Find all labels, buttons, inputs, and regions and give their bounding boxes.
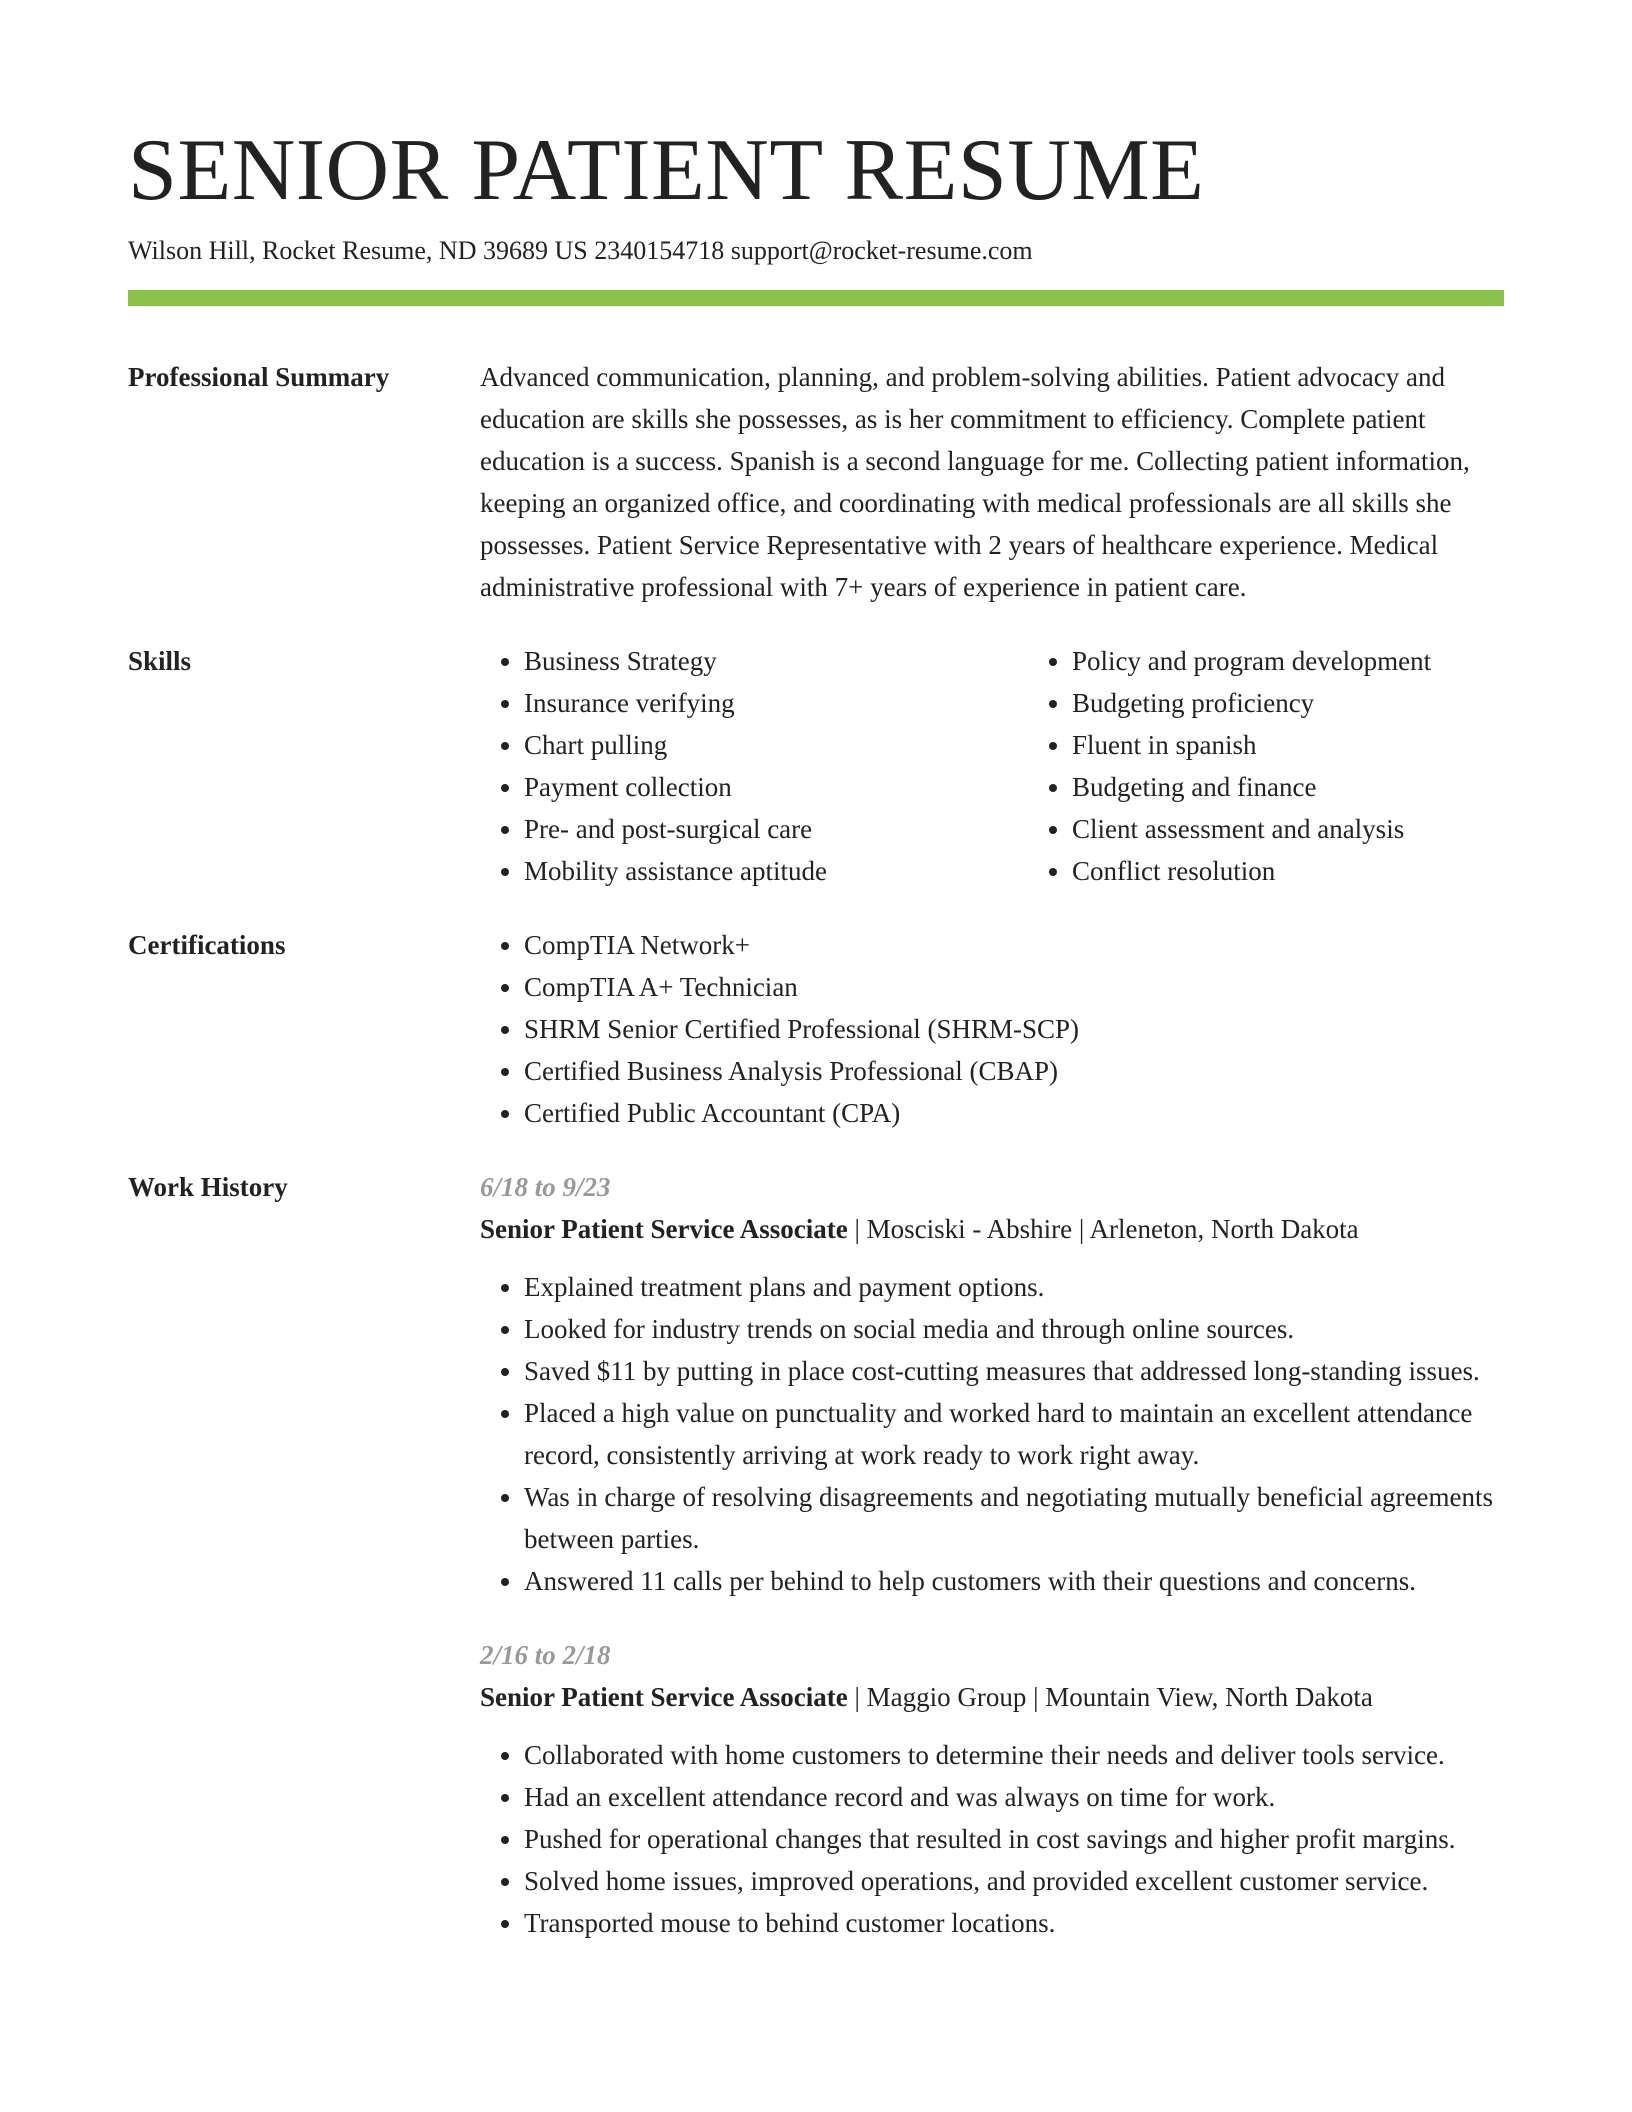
summary-section <box>128 356 1504 608</box>
job-dates: 2/16 to 2/18 <box>480 1640 611 1670</box>
job-bullet: • Saved $11 by putting in place cost-cutting measures that addressed long-standing issues. <box>524 1350 1504 1392</box>
accent-divider <box>128 290 1504 306</box>
job-bullets <box>480 1266 1504 1602</box>
work-history-section <box>128 1166 1504 1944</box>
certifications-list <box>480 924 1504 1134</box>
job-bullets <box>480 1734 1504 1944</box>
skill-item: • Budgeting proficiency <box>1072 682 1504 724</box>
skill-item: • Mobility assistance aptitude <box>524 850 1028 892</box>
skill-item: • Budgeting and finance <box>1072 766 1504 808</box>
skill-item: • Payment collection <box>524 766 1028 808</box>
skill-item: • Policy and program development <box>1072 640 1504 682</box>
job-entry <box>480 1166 1504 1602</box>
skills-list-left <box>480 640 1028 892</box>
skill-item: • Client assessment and analysis <box>1072 808 1504 850</box>
job-heading <box>480 1676 1504 1718</box>
certification-item: • Certified Business Analysis Professional (CBAP) <box>524 1050 1504 1092</box>
job-bullet: • Was in charge of resolving disagreements and negotiating mutually beneficial agreements between parties. <box>524 1476 1504 1560</box>
certifications-content <box>480 924 1504 1134</box>
job-bullet: • Solved home issues, improved operations, and provided excellent customer service. <box>524 1860 1504 1902</box>
skills-list-right <box>1028 640 1504 892</box>
summary-content <box>480 356 1504 608</box>
skill-item: • Fluent in spanish <box>1072 724 1504 766</box>
section-label-certifications: Certifications <box>128 930 286 960</box>
summary-text: Advanced communication, planning, and problem-solving abilities. Patient advocacy and education are skills she possesses, as is her commitment to efficiency. Complete patient education is a success. Spanish is a second language for me. Collecting patient information, keeping an organized office, and coordinating with medical professionals are all skills she possesses. Patient Service Representative with 2 years of healthcare experience. Medical administrative professional with 7+ years of experience in patient care. <box>480 362 1470 602</box>
job-bullet: • Explained treatment plans and payment options. <box>524 1266 1504 1308</box>
job-bullet: • Answered 11 calls per behind to help customers with their questions and concerns. <box>524 1560 1504 1602</box>
certification-item: • CompTIA A+ Technician <box>524 966 1504 1008</box>
certification-item: • SHRM Senior Certified Professional (SHRM-SCP) <box>524 1008 1504 1050</box>
job-employer-location: | Maggio Group | Mountain View, North Dakota <box>847 1682 1373 1712</box>
job-heading <box>480 1208 1504 1250</box>
job-employer-location: | Mosciski - Abshire | Arleneton, North Dakota <box>847 1214 1359 1244</box>
section-label-work-history: Work History <box>128 1172 288 1202</box>
skill-item: • Pre- and post-surgical care <box>524 808 1028 850</box>
job-bullet: • Looked for industry trends on social media and through online sources. <box>524 1308 1504 1350</box>
job-bullet: • Collaborated with home customers to determine their needs and deliver tools service. <box>524 1734 1504 1776</box>
section-label-summary: Professional Summary <box>128 362 390 392</box>
certification-item: • CompTIA Network+ <box>524 924 1504 966</box>
job-bullet: • Had an excellent attendance record and was always on time for work. <box>524 1776 1504 1818</box>
contact-line: Wilson Hill, Rocket Resume, ND 39689 US 2340154718 support@rocket-resume.com <box>128 236 1033 265</box>
job-title: Senior Patient Service Associate <box>480 1682 848 1712</box>
skill-item: • Insurance verifying <box>524 682 1028 724</box>
certifications-section <box>128 924 1504 1134</box>
job-title: Senior Patient Service Associate <box>480 1214 848 1244</box>
work-history-content <box>480 1166 1504 1944</box>
skill-item: • Chart pulling <box>524 724 1028 766</box>
skills-grid <box>480 640 1504 892</box>
job-bullet: • Placed a high value on punctuality and worked hard to maintain an excellent attendance record, consistently arriving at work ready to work right away. <box>524 1392 1504 1476</box>
skill-item: • Conflict resolution <box>1072 850 1504 892</box>
job-bullet: • Transported mouse to behind customer locations. <box>524 1902 1504 1944</box>
job-dates: 6/18 to 9/23 <box>480 1172 611 1202</box>
resume-title: SENIOR PATIENT RESUME <box>128 122 1205 219</box>
skill-item: • Business Strategy <box>524 640 1028 682</box>
job-entry <box>480 1634 1504 1944</box>
skills-section <box>128 640 1504 892</box>
job-bullet: • Pushed for operational changes that resulted in cost savings and higher profit margins. <box>524 1818 1504 1860</box>
section-label-skills: Skills <box>128 646 192 676</box>
certification-item: • Certified Public Accountant (CPA) <box>524 1092 1504 1134</box>
